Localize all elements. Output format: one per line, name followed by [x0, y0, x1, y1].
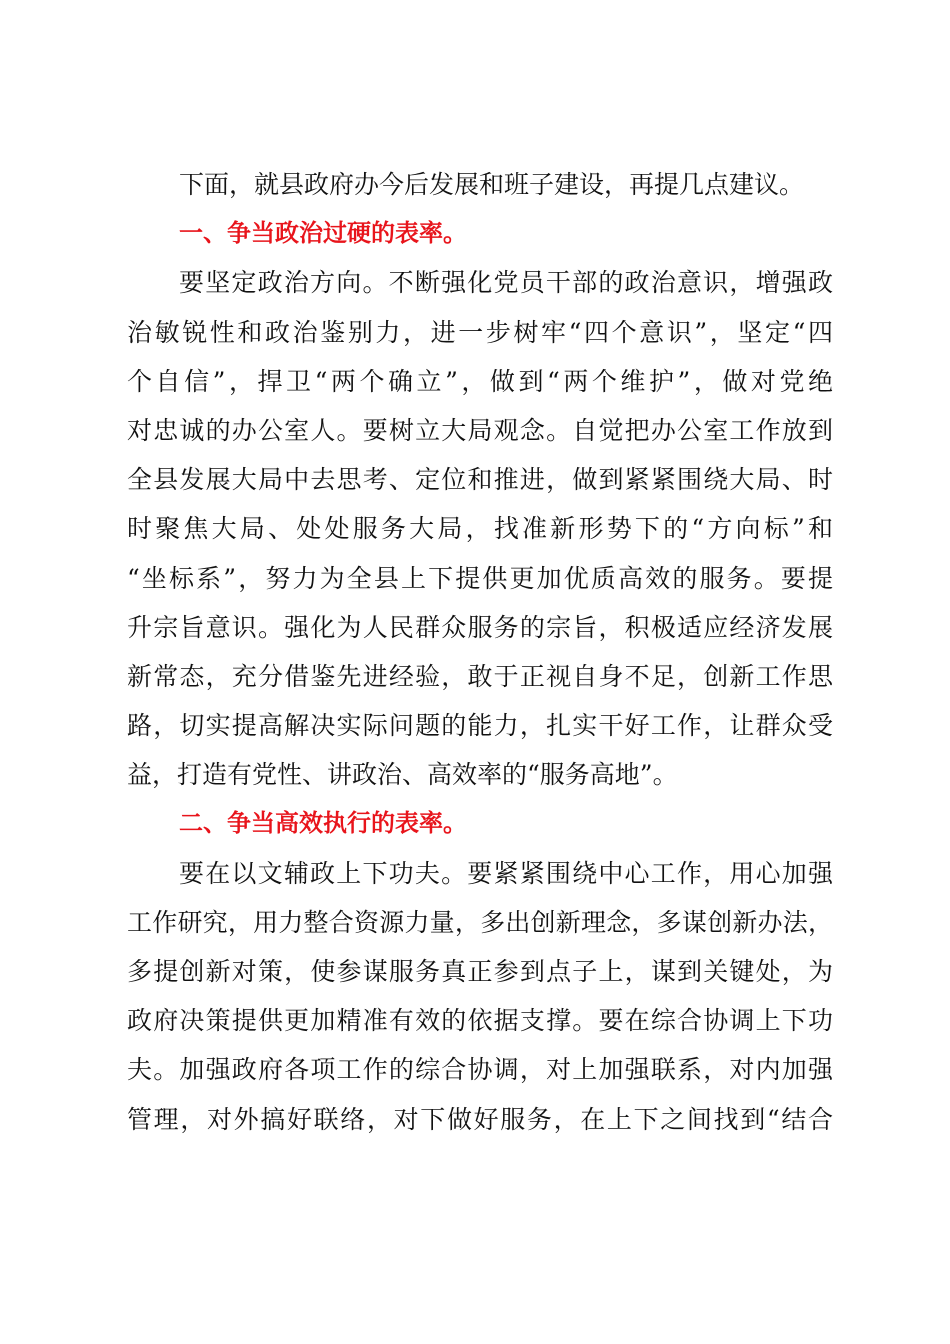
paragraph-line: 对忠诚的办公室人。要树立大局观念。自觉把办公室工作放到 — [127, 415, 833, 445]
paragraph-line: 多提创新对策，使参谋服务真正参到点子上，谋到关键处，为 — [127, 957, 833, 986]
paragraph-line: 管理，对外搞好联络，对下做好服务，在上下之间找到“结合 — [127, 1104, 833, 1134]
paragraph-line: “坐标系”，努力为全县上下提供更加优质高效的服务。要提 — [127, 563, 833, 593]
paragraph-line: 升宗旨意识。强化为人民群众服务的宗旨，积极适应经济发展 — [127, 612, 833, 642]
paragraph-line: 个自信”，捍卫“两个确立”，做到“两个维护”，做对党绝 — [127, 366, 833, 396]
paragraph-line: 夫。加强政府各项工作的综合协调，对上加强联系，对内加强 — [127, 1055, 833, 1085]
paragraph-line: 时聚焦大局、处处服务大局，找准新形势下的“方向标”和 — [127, 514, 833, 544]
paragraph-line: 治敏锐性和政治鉴别力，进一步树牢“四个意识”，坚定“四 — [127, 317, 833, 347]
paragraph-line: 要坚定政治方向。不断强化党员干部的政治意识，增强政 — [179, 268, 833, 298]
paragraph-line: 全县发展大局中去思考、定位和推进，做到紧紧围绕大局、时 — [127, 465, 833, 495]
intro-paragraph: 下面，就县政府办今后发展和班子建设，再提几点建议。 — [179, 170, 805, 199]
paragraph-line: 工作研究，用力整合资源力量，多出创新理念，多谋创新办法， — [127, 907, 833, 937]
paragraph-line: 政府决策提供更加精准有效的依据支撑。要在综合协调上下功 — [127, 1006, 833, 1036]
paragraph-line: 新常态，充分借鉴先进经验，敢于正视自身不足，创新工作思 — [127, 661, 833, 691]
section-heading-2: 二、争当高效执行的表率。 — [179, 809, 467, 838]
paragraph-line: 路，切实提高解决实际问题的能力，扎实干好工作，让群众受 — [127, 711, 833, 741]
paragraph-line: 要在以文辅政上下功夫。要紧紧围绕中心工作，用心加强 — [179, 858, 833, 888]
paragraph-line: 益，打造有党性、讲政治、高效率的“服务高地”。 — [127, 760, 678, 790]
section-heading-1: 一、争当政治过硬的表率。 — [179, 219, 467, 248]
document-body — [127, 160, 833, 1144]
